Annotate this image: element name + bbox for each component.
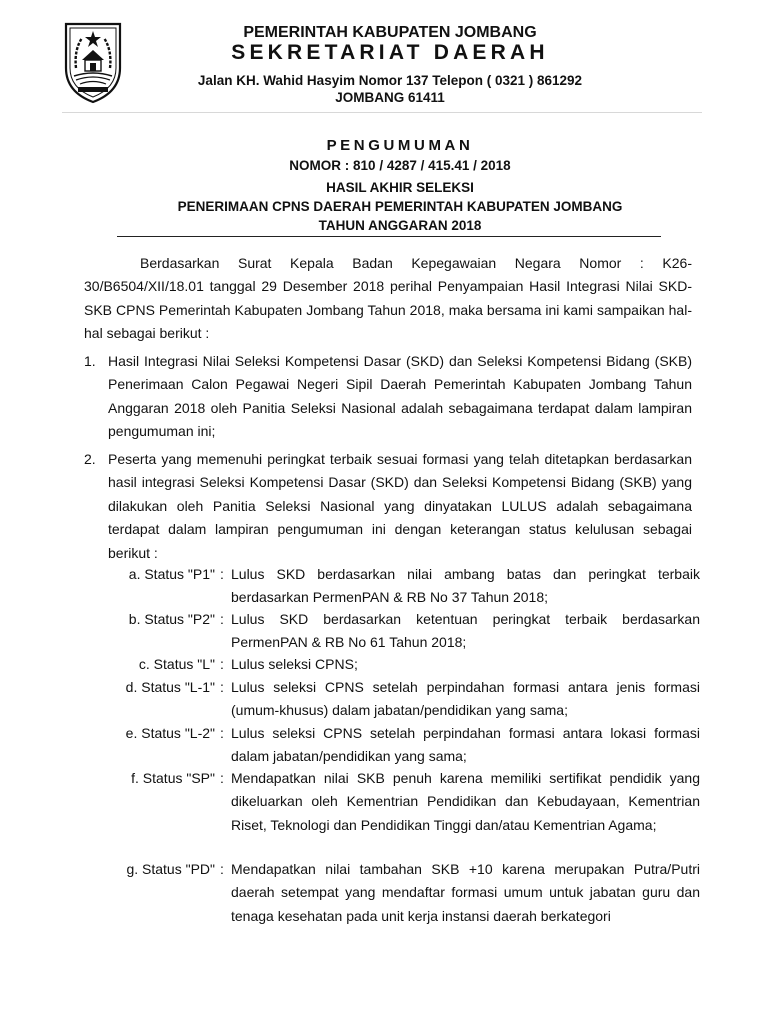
status-label: c. Status "L" — [138, 656, 215, 672]
office-city: JOMBANG 61411 — [335, 90, 445, 105]
status-description: Lulus seleksi CPNS setelah perpindahan formasi antara lokasi formasi dalam jabatan/pendidikan yang sama; — [231, 725, 700, 765]
office-address: Jalan KH. Wahid Hasyim Nomor 137 Telepon ( 0321 ) 861292 — [197, 73, 583, 88]
status-row-pd — [100, 858, 700, 928]
announcement-title: PENGUMUMAN — [326, 137, 474, 154]
status-label: g. Status "PD" — [126, 861, 215, 877]
status-label: e. Status "L-2" — [125, 725, 215, 741]
status-label: a. Status "P1" — [128, 566, 215, 582]
item-text: Hasil Integrasi Nilai Seleksi Kompetensi Dasar (SKD) dan Seleksi Kompetensi Bidang (SKB) Penerimaan Calon Pegawai Negeri Sipil Daerah Pemerintah Kabupaten Jombang Tahun Anggaran 2018 oleh Panitia Seleksi Nasional adalah sebagaimana terdapat dalam lampiran pengumuman ini; — [108, 353, 692, 440]
item-number: 2. — [84, 451, 96, 467]
letterhead-divider — [62, 112, 702, 113]
status-colon: : — [220, 656, 224, 672]
status-colon: : — [220, 566, 224, 582]
list-item — [84, 350, 692, 444]
status-description: Mendapatkan nilai SKB penuh karena memiliki sertifikat pendidik yang dikeluarkan oleh Kementrian Pendidikan dan Kebudayaan, Kementrian Riset, Teknologi dan Pendidikan Tinggi dan/atau Kementrian Agama; — [231, 770, 700, 833]
status-colon: : — [220, 725, 224, 741]
item-number: 1. — [84, 353, 96, 369]
status-label: d. Status "L-1" — [125, 679, 215, 695]
list-item — [84, 448, 692, 565]
status-colon: : — [220, 679, 224, 695]
status-description: Lulus SKD berdasarkan nilai ambang batas dan peringkat terbaik berdasarkan PermenPAN & RB No 37 Tahun 2018; — [231, 566, 700, 606]
office-name: SEKRETARIAT DAERAH — [231, 41, 549, 64]
status-row-p2 — [100, 608, 700, 655]
status-colon: : — [220, 861, 224, 877]
status-description: Lulus seleksi CPNS; — [231, 656, 358, 672]
status-label: f. Status "SP" — [131, 770, 215, 786]
status-colon: : — [220, 611, 224, 627]
regency-crest-icon — [62, 22, 124, 104]
status-label: b. Status "P2" — [128, 611, 215, 627]
title-underline — [117, 236, 661, 237]
intro-paragraph: Berdasarkan Surat Kepala Badan Kepegawaian Negara Nomor : K26-30/B6504/XII/18.01 tanggal 29 Desember 2018 perihal Penyampaian Hasil Integrasi Nilai SKD-SKB CPNS Pemerintah Kabupaten Jombang Tahun 2018, maka bersama ini kami sampaikan hal-hal sebagai berikut : — [84, 255, 692, 342]
status-row-l1 — [100, 676, 700, 723]
status-row-sp — [100, 767, 700, 837]
government-name: PEMERINTAH KABUPATEN JOMBANG — [243, 24, 537, 41]
announcement-number: NOMOR : 810 / 4287 / 415.41 / 2018 — [289, 158, 511, 173]
status-description: Lulus SKD berdasarkan ketentuan peringkat terbaik berdasarkan PermenPAN & RB No 61 Tahun 2018; — [231, 611, 700, 651]
announcement-subtitle-2: PENERIMAAN CPNS DAERAH PEMERINTAH KABUPATEN JOMBANG — [177, 199, 623, 214]
status-row-p1 — [100, 563, 700, 610]
status-row-l — [100, 653, 700, 676]
item-text: Peserta yang memenuhi peringkat terbaik sesuai formasi yang telah ditetapkan berdasarkan hasil integrasi Seleksi Kompetensi Dasar (SKD) dan Seleksi Kompetensi Bidang (SKB) yang dilakukan oleh Panitia Seleksi Nasional yang dinyatakan LULUS adalah sebagaimana terdapat dalam lampiran pengumuman ini dengan keterangan status kelulusan sebagai berikut : — [108, 451, 692, 561]
status-description: Mendapatkan nilai tambahan SKB +10 karena merupakan Putra/Putri daerah setempat yang mendaftar formasi umum untuk jabatan guru dan tenaga kesehatan pada unit kerja instansi daerah berkategori — [231, 861, 700, 924]
status-row-l2 — [100, 722, 700, 769]
announcement-subtitle-1: HASIL AKHIR SELEKSI — [326, 180, 474, 195]
status-description: Lulus seleksi CPNS setelah perpindahan formasi antara jenis formasi (umum-khusus) dalam jabatan/pendidikan yang sama; — [231, 679, 700, 719]
status-colon: : — [220, 770, 224, 786]
announcement-subtitle-3: TAHUN ANGGARAN 2018 — [318, 218, 482, 233]
